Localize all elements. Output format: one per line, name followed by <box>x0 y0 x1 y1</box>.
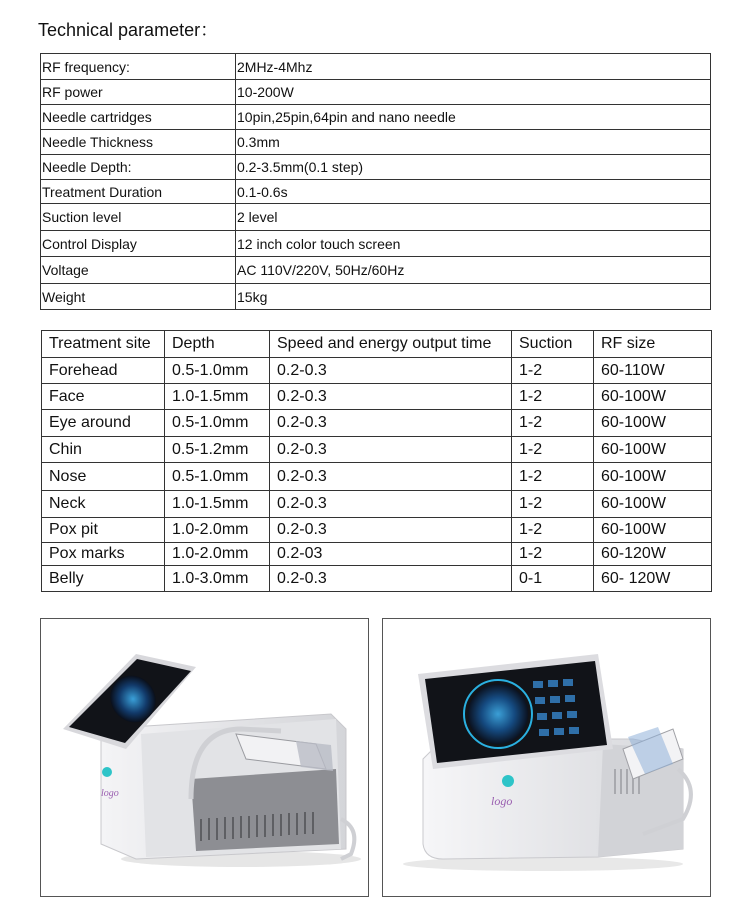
spec-label: Voltage <box>41 257 236 284</box>
table-row <box>42 463 712 491</box>
table-cell: 1-2 <box>512 543 594 566</box>
spec-value: 0.1-0.6s <box>236 180 711 204</box>
table-cell: 0.2-0.3 <box>270 518 512 543</box>
spec-value: 0.2-3.5mm(0.1 step) <box>236 155 711 180</box>
table-cell: 1-2 <box>512 410 594 437</box>
table-cell: 60-100W <box>594 410 712 437</box>
table-cell: 1-2 <box>512 358 594 384</box>
spec-value: 10-200W <box>236 80 711 105</box>
table-cell: 1.0-2.0mm <box>165 543 270 566</box>
spec-value: AC 110V/220V, 50Hz/60Hz <box>236 257 711 284</box>
spec-row <box>41 130 711 155</box>
spec-label: Weight <box>41 284 236 310</box>
power-indicator-icon <box>502 775 514 787</box>
table-cell: Neck <box>42 491 165 518</box>
table-cell: Nose <box>42 463 165 491</box>
table-cell: Pox pit <box>42 518 165 543</box>
table-cell: 0.5-1.2mm <box>165 437 270 463</box>
table-cell: 60-100W <box>594 384 712 410</box>
table-row <box>42 437 712 463</box>
machine-logo: logo <box>491 794 513 808</box>
spec-value: 2MHz-4Mhz <box>236 54 711 80</box>
table-row <box>42 410 712 437</box>
table-cell: 1.0-1.5mm <box>165 491 270 518</box>
table-cell: Forehead <box>42 358 165 384</box>
table-cell: 1-2 <box>512 384 594 410</box>
spec-row <box>41 284 711 310</box>
table-header-row <box>42 331 712 358</box>
spec-value: 15kg <box>236 284 711 310</box>
spec-label: Needle Depth: <box>41 155 236 180</box>
spec-label: Needle Thickness <box>41 130 236 155</box>
spec-label: Control Display <box>41 231 236 257</box>
table-cell: 1-2 <box>512 463 594 491</box>
table-row <box>42 358 712 384</box>
spec-value: 2 level <box>236 204 711 231</box>
table-cell: 0.2-0.3 <box>270 437 512 463</box>
treatment-site-table <box>41 330 712 592</box>
spec-row <box>41 80 711 105</box>
product-photo-left <box>40 618 369 897</box>
machine-logo: logo <box>101 788 119 799</box>
spec-label: RF power <box>41 80 236 105</box>
table-cell: 60- 120W <box>594 566 712 592</box>
table-cell: 0.2-0.3 <box>270 384 512 410</box>
spec-row <box>41 105 711 130</box>
spec-row <box>41 204 711 231</box>
table-cell: 0.2-0.3 <box>270 566 512 592</box>
table-cell: 60-100W <box>594 437 712 463</box>
spec-row <box>41 155 711 180</box>
table-cell: 60-100W <box>594 463 712 491</box>
table-cell: 60-100W <box>594 518 712 543</box>
table-cell: Eye around <box>42 410 165 437</box>
spec-label: Suction level <box>41 204 236 231</box>
spec-row <box>41 257 711 284</box>
spec-label: RF frequency: <box>41 54 236 80</box>
product-photo-right <box>382 618 711 897</box>
spec-row <box>41 231 711 257</box>
table-cell: 0.5-1.0mm <box>165 358 270 384</box>
column-header: Depth <box>165 331 270 358</box>
column-header: Suction <box>512 331 594 358</box>
table-cell: 0.5-1.0mm <box>165 410 270 437</box>
table-cell: 0.2-0.3 <box>270 358 512 384</box>
table-row <box>42 543 712 566</box>
table-cell: 1.0-2.0mm <box>165 518 270 543</box>
table-cell: Belly <box>42 566 165 592</box>
table-cell: 60-110W <box>594 358 712 384</box>
table-row <box>42 518 712 543</box>
table-cell: 60-100W <box>594 491 712 518</box>
spec-value: 10pin,25pin,64pin and nano needle <box>236 105 711 130</box>
spec-label: Needle cartridges <box>41 105 236 130</box>
table-cell: Face <box>42 384 165 410</box>
table-cell: 1-2 <box>512 491 594 518</box>
table-cell: 0.2-0.3 <box>270 463 512 491</box>
table-cell: 0.2-03 <box>270 543 512 566</box>
table-cell: Chin <box>42 437 165 463</box>
page-title: Technical parameter： <box>38 20 219 40</box>
spec-value: 12 inch color touch screen <box>236 231 711 257</box>
spec-value: 0.3mm <box>236 130 711 155</box>
spec-row <box>41 180 711 204</box>
table-cell: 1.0-1.5mm <box>165 384 270 410</box>
table-cell: 0.5-1.0mm <box>165 463 270 491</box>
column-header: RF size <box>594 331 712 358</box>
table-cell: 60-120W <box>594 543 712 566</box>
column-header: Treatment site <box>42 331 165 358</box>
table-row <box>42 566 712 592</box>
table-cell: Pox marks <box>42 543 165 566</box>
table-cell: 1-2 <box>512 518 594 543</box>
table-cell: 0.2-0.3 <box>270 410 512 437</box>
table-cell: 1-2 <box>512 437 594 463</box>
spec-label: Treatment Duration <box>41 180 236 204</box>
table-cell: 0.2-0.3 <box>270 491 512 518</box>
table-row <box>42 491 712 518</box>
table-row <box>42 384 712 410</box>
spec-row <box>41 54 711 80</box>
technical-parameter-table <box>40 53 711 310</box>
column-header: Speed and energy output time <box>270 331 512 358</box>
power-indicator-icon <box>102 767 112 777</box>
table-cell: 1.0-3.0mm <box>165 566 270 592</box>
table-cell: 0-1 <box>512 566 594 592</box>
